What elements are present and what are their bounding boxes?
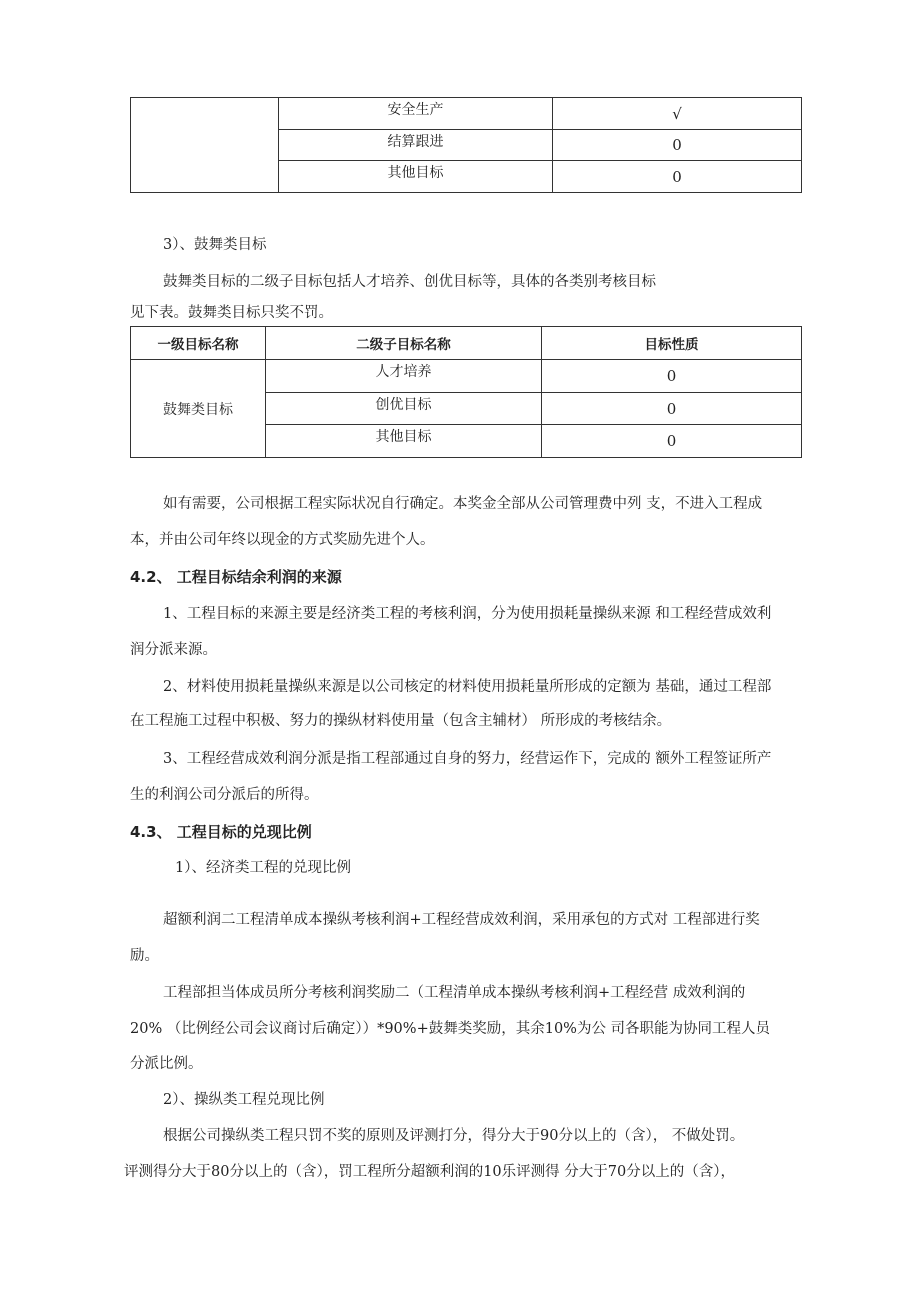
section43-p3-line2: 评测得分大于80分以上的（含），罚工程所分超额利润的10乐评测得 分大于70分以上的（含）， — [124, 1164, 735, 1180]
section3-heading: 3）、鼓舞类目标 — [163, 237, 267, 253]
table2-header-level1: 一级目标名称 — [131, 327, 266, 360]
section42-p2-line1: 2、材料使用损耗量操纵来源是以公司核定的材料使用损耗量所形成的定额为 基础，通过工程部 — [163, 679, 772, 695]
table2-group-cell: 鼓舞类目标 — [131, 360, 266, 458]
section42-p2-line2: 在工程施工过程中积极、努力的操纵材料使用量（包含主辅材） 所形成的考核结余。 — [130, 713, 672, 729]
paragraph-funding-line2: 本，并由公司年终以现金的方式奖励先进个人。 — [130, 532, 435, 548]
table2-row1-name: 人才培养 — [375, 364, 432, 380]
table2-row3-value: 0 — [542, 425, 802, 458]
section43-p1-line1: 超额利润二工程清单成本操纵考核利润+工程经营成效利润，采用承包的方式对 工程部进行奖 — [163, 912, 760, 928]
table-row — [131, 360, 802, 393]
table1-row2-name: 结算跟进 — [387, 134, 444, 150]
table1-row1-value: √ — [553, 98, 802, 130]
section42-p3-line1: 3、工程经营成效利润分派是指工程部通过自身的努力，经营运作下，完成的 额外工程签证所产 — [163, 751, 772, 767]
section43-sub2: 2）、操纵类工程兑现比例 — [163, 1092, 325, 1108]
table1-row2-value: 0 — [553, 130, 802, 161]
table2-row2-name: 创优目标 — [375, 397, 432, 413]
section43-p3-line1: 根据公司操纵类工程只罚不奖的原则及评测打分，得分大于90分以上的（含）， 不做处罚。 — [163, 1128, 745, 1144]
table1-group-cell — [131, 98, 279, 193]
table2-row2-value: 0 — [542, 393, 802, 425]
table2-header-level2: 二级子目标名称 — [266, 327, 542, 360]
section43-heading: 4.3、 工程目标的兑现比例 — [130, 823, 312, 841]
table-header-row — [131, 327, 802, 360]
table1-row1-name: 安全生产 — [387, 102, 444, 118]
table-incentive-targets — [130, 326, 802, 458]
section43-p2-line3: 分派比例。 — [130, 1056, 203, 1072]
table-control-targets-continued — [130, 97, 802, 193]
section42-p3-line2: 生的利润公司分派后的所得。 — [130, 787, 319, 803]
section42-p1-line1: 1、工程目标的来源主要是经济类工程的考核利润，分为使用损耗量操纵来源 和工程经营成效利 — [163, 606, 772, 622]
table-row — [131, 98, 802, 130]
section43-p1-line2: 励。 — [130, 948, 159, 964]
table2-header-nature: 目标性质 — [542, 327, 802, 360]
section43-p2-line2: 20% （比例经公司会议商讨后确定））*90%+鼓舞类奖励，其余10%为公 司各职能为协同工程人员 — [130, 1021, 771, 1037]
section42-heading: 4.2、 工程目标结余利润的来源 — [130, 568, 342, 586]
section3-paragraph-line2: 见下表。鼓舞类目标只奖不罚。 — [130, 305, 333, 321]
section3-paragraph-line1: 鼓舞类目标的二级子目标包括人才培养、创优目标等，具体的各类别考核目标 — [163, 274, 656, 290]
section43-sub1: 1）、经济类工程的兑现比例 — [175, 860, 351, 876]
table2-row1-value: 0 — [542, 360, 802, 393]
table1-row3-value: 0 — [553, 161, 802, 193]
table1-row3-name: 其他目标 — [387, 165, 444, 181]
paragraph-funding-line1: 如有需要，公司根据工程实际状况自行确定。本奖金全部从公司管理费中列 支，不进入工程成 — [163, 496, 763, 512]
section43-p2-line1: 工程部担当体成员所分考核利润奖励二（工程清单成本操纵考核利润+工程经营 成效利润的 — [163, 985, 746, 1001]
section42-p1-line2: 润分派来源。 — [130, 642, 217, 658]
table2-row3-name: 其他目标 — [375, 429, 432, 445]
